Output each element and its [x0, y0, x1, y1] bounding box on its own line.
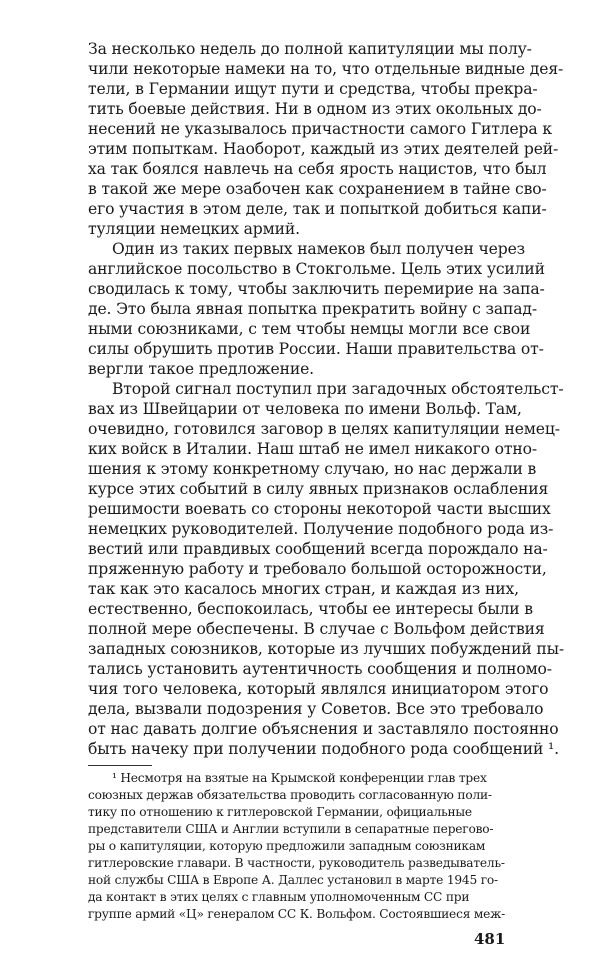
body-line: силы обрушить против России. Наши правительства от- [88, 340, 544, 358]
body-line: английское посольство в Стокгольме. Цель этих усилий [88, 260, 545, 278]
footnote-line: группе армий «Ц» генералом СС К. Вольфом. Состоявшиеся меж- [88, 907, 506, 921]
footnote-line: представители США и Англии вступили в сепаратные перегово- [88, 822, 494, 836]
body-line: шения к этому конкретному случаю, но нас держали в [88, 460, 537, 478]
body-line: ких войск в Италии. Наш штаб не имел никакого отно- [88, 440, 537, 458]
body-line: немецких руководителей. Получение подобного рода из- [88, 520, 554, 538]
body-line: тели, в Германии ищут пути и средства, чтобы прекра- [88, 80, 538, 98]
body-line: ха так боялся навлечь на себя ярость нацистов, что был [88, 160, 547, 178]
body-line: ными союзниками, с тем чтобы немцы могли все свои [88, 320, 531, 338]
body-line: сводилась к тому, чтобы заключить перемирие на запа- [88, 280, 545, 298]
body-line: несений не указывалось причастности самого Гитлера к [88, 120, 552, 138]
body-line: в такой же мере озабочен как сохранением в тайне сво- [88, 180, 547, 198]
footnote-line: гитлеровские главари. В частности, руководитель разведыватель- [88, 856, 505, 870]
body-line: западных союзников, которые из лучших побуждений пы- [88, 640, 565, 658]
footnote-line: тику по отношению к гитлеровской Германии, официальные [88, 805, 472, 819]
body-line: так как это касалось многих стран, и каждая из них, [88, 580, 519, 598]
page-number: 481 [474, 930, 506, 948]
paragraph-first-line: Один из таких первых намеков был получен через [112, 240, 526, 258]
body-line: решимости воевать со стороны некоторой части высших [88, 500, 551, 518]
body-line: вах из Швейцарии от человека по имени Вольф. Там, [88, 400, 522, 418]
body-line: тались установить аутентичность сообщения и полномо- [88, 660, 552, 678]
body-line: дела, вызвали подозрения у Советов. Все это требовало [88, 700, 544, 718]
body-line: естественно, беспокоилась, чтобы ее интересы были в [88, 600, 533, 618]
body-line: де. Это была явная попытка прекратить войну с запад- [88, 300, 537, 318]
footnote-line: союзных держав обязательства проводить согласованную поли- [88, 788, 492, 802]
body-line: пряженную работу и требовало большой осторожности, [88, 560, 547, 578]
body-line: чили некоторые намеки на то, что отдельные видные дея- [88, 60, 564, 78]
footnote-line: ры о капитуляции, которую предложили западным союзникам [88, 839, 486, 853]
body-line: этим попыткам. Наоборот, каждый из этих деятелей рей- [88, 140, 559, 158]
body-line: вестий или правдивых сообщений всегда порождало на- [88, 540, 548, 558]
paragraph-first-line: Второй сигнал поступил при загадочных обстоятельст- [112, 380, 564, 398]
body-line: курсе этих событий в силу явных признаков ослабления [88, 480, 549, 498]
footnote-line: да контакт в этих целях с главным уполномоченным СС при [88, 890, 470, 904]
body-line: туляции немецких армий. [88, 220, 300, 238]
body-line: чия того человека, который являлся инициатором этого [88, 680, 549, 698]
body-line: вергли такое предложение. [88, 360, 314, 378]
body-line: За несколько недель до полной капитуляции мы полу- [88, 40, 532, 58]
body-line: полной мере обеспечены. В случае с Вольфом действия [88, 620, 545, 638]
body-line: от нас давать долгие объяснения и заставляло постоянно [88, 720, 559, 738]
footnote-separator [88, 765, 152, 766]
footnote-first-line: ¹ Несмотря на взятые на Крымской конференции глав трех [112, 771, 487, 785]
body-line: тить боевые действия. Ни в одном из этих окольных до- [88, 100, 542, 118]
body-line: очевидно, готовился заговор в целях капитуляции немец- [88, 420, 560, 438]
body-line: быть начеку при получении подобного рода сообщений ¹. [88, 740, 559, 758]
footnote-line: ной службы США в Европе А. Даллес установил в марте 1945 го- [88, 873, 498, 887]
body-line: его участия в этом деле, так и попыткой добиться капи- [88, 200, 547, 218]
